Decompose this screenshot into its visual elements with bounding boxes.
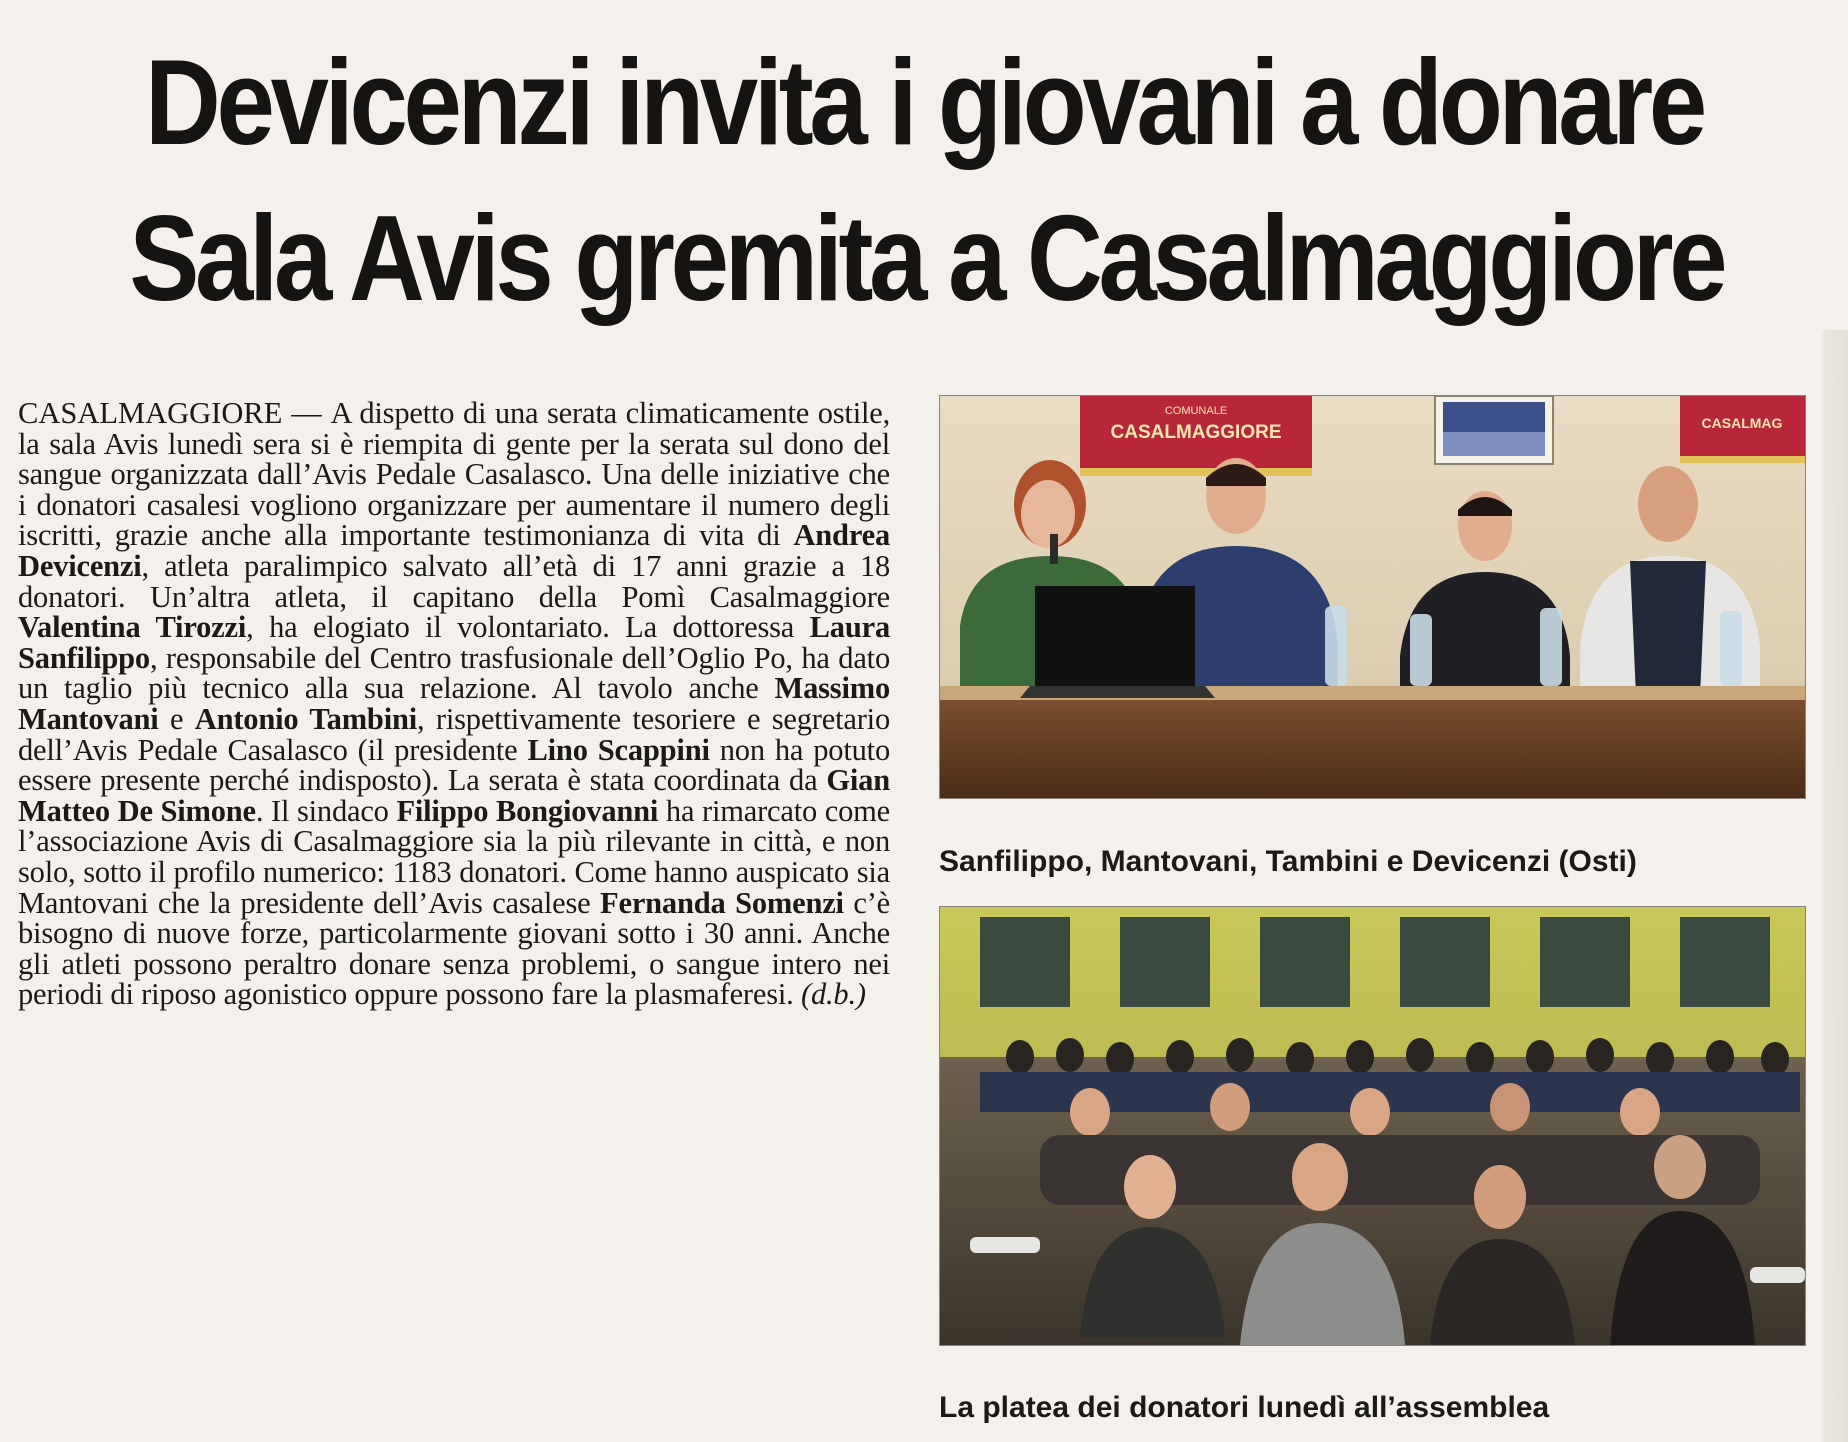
photo-audience — [939, 906, 1806, 1346]
photo-speakers-illustration — [940, 396, 1805, 798]
article-body — [18, 398, 890, 1010]
laptop — [1020, 586, 1215, 698]
person-name: Gian Matteo De Simone — [18, 763, 890, 828]
headline-line-2: Sala Avis gremita a Casalmaggiore — [129, 190, 1724, 326]
banner-left-text: CASALMAGGIORE — [1110, 422, 1282, 443]
article-paragraph — [18, 398, 890, 1010]
article-text: . Il sindaco — [255, 793, 397, 828]
photo-audience-illustration — [940, 907, 1805, 1345]
person-name: Laura Sanfilippo — [18, 610, 890, 675]
person-name: Filippo Bongiovanni — [396, 793, 659, 828]
adjacent-article-edge — [1822, 330, 1848, 1442]
article-text: e — [158, 701, 195, 736]
banner-right-text: CASALMAG — [1701, 415, 1783, 431]
article-text: , rispettivamente tesoriere e segretario dell’Avis Pedale Casalasco (il presidente — [18, 701, 890, 767]
article-text: A dispetto di una serata climaticamente ostile, la sala Avis lunedì sera si è riempita di gente per la serata sul dono del sangue organizzata dall’Avis Pedale Casalasco. Una delle iniziative che i donatori casalesi vogliono organizzare per aumentare il numero degli iscritti, grazie anche alla importante testimonianza di vita di — [18, 396, 891, 553]
person-name: Valentina Tirozzi — [18, 610, 247, 645]
person-name: Antonio Tambini — [194, 701, 418, 736]
dateline: CASALMAGGIORE — — [18, 396, 331, 430]
article-text: , responsabile del Centro trasfusionale dell’Oglio Po, ha dato un taglio più tecnico alla sua relazione. Al tavolo anche — [18, 640, 890, 706]
article-text: c’è bisogno di nuove forze, particolarmente giovani sotto i 30 anni. Anche gli atleti possono peraltro donare senza problemi, o sangue intero nei periodi di riposo agonistico oppure possono fare la plasmaferesi. — [18, 885, 891, 1012]
photo-speakers-panel — [939, 395, 1806, 799]
person-name: Massimo Mantovani — [18, 671, 890, 736]
article-text: , ha elogiato il volontariato. La dottoressa — [246, 610, 810, 645]
banner-left-small-text: COMUNALE — [1164, 405, 1228, 417]
headline-line-1: Devicenzi invita i giovani a donare — [145, 34, 1703, 170]
author-signature: (d.b.) — [801, 977, 866, 1012]
photo-caption-audience: La platea dei donatori lunedì all’assemblea — [939, 1391, 1550, 1424]
banner-right — [1680, 396, 1805, 463]
photo-caption-speakers: Sanfilippo, Mantovani, Tambini e Devicenzi (Osti) — [939, 845, 1637, 878]
person-name: Andrea Devicenzi — [18, 518, 890, 583]
article-text: , atleta paralimpico salvato all’età di 17 anni grazie a 18 donatori. Un’altra atleta, il capitano della Pomì Casalmaggiore — [18, 548, 890, 614]
banner-left — [1080, 396, 1312, 476]
team-photo-frame — [1435, 396, 1553, 464]
article-text: non ha potuto essere presente perché indisposto). La serata è stata coordinata da — [18, 732, 891, 798]
article-text: ha rimarcato come l’associazione Avis di Casalmaggiore sia la più rilevante in città, e non solo, sotto il profilo numerico: 1183 donatori. Come hanno auspicato sia Mantovani che la presidente dell’Avis casalese — [18, 793, 890, 920]
person-name: Fernanda Somenzi — [600, 885, 844, 920]
person-name: Lino Scappini — [527, 732, 710, 767]
